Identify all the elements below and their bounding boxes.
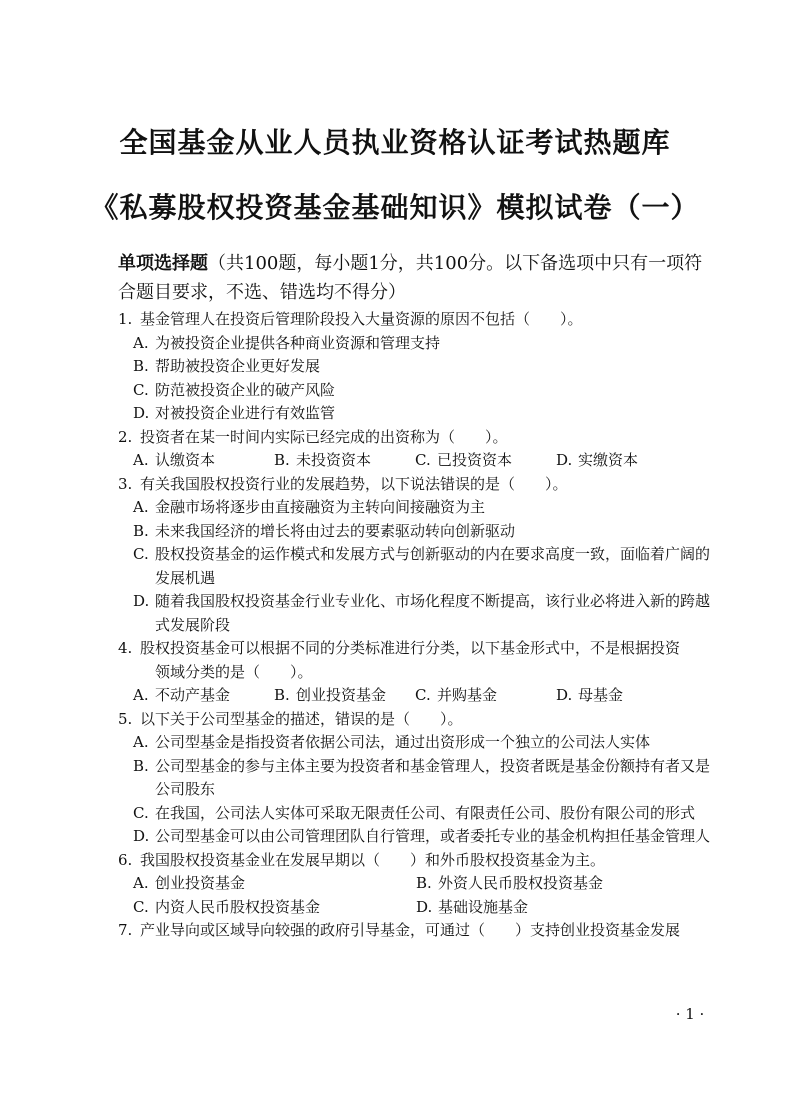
option-text: 创业投资基金 [296,686,387,704]
option-a [133,449,274,473]
option-text: 实缴资本 [578,451,639,469]
option-text: 为被投资企业提供各种商业资源和管理支持 [155,333,441,352]
option-letter: D. [416,897,433,916]
question-text: 我国股权投资基金业在发展早期以（ ）和外币股权投资基金为主。 [140,850,606,869]
option-row [118,684,718,708]
option-letter: D. [133,404,150,422]
option-a [118,332,718,356]
section-instructions [118,249,718,307]
document-title: 全国基金从业人员执业资格认证考试热题库 [119,126,671,159]
option-text: 已投资资本 [437,451,513,469]
option-letter: D. [133,827,150,845]
question-number: 7. [118,921,133,939]
option-letter: A. [133,333,149,352]
option-letter: C. [133,803,149,822]
question-text: 有关我国股权投资行业的发展趋势，以下说法错误的是（ ）。 [140,474,568,493]
option-d [118,402,718,426]
option-text: 帮助被投资企业更好发展 [155,357,321,375]
option-letter: B. [416,874,432,892]
question-number: 2. [118,427,133,446]
option-text: 公司型基金可以由公司管理团队自行管理，或者委托专业的基金机构担任基金管理人 [155,827,711,845]
option-text: 金融市场将逐步由直接融资为主转向间接融资为主 [155,498,486,516]
question-list [118,308,718,943]
question-text: 股权投资基金可以根据不同的分类标准进行分类，以下基金形式中，不是根据投资 [140,639,681,657]
option-letter: C. [415,686,431,704]
question-number: 5. [118,709,133,728]
option-letter: A. [133,451,149,469]
option-b [118,755,718,802]
question-number: 1. [118,310,133,328]
option-text: 外资人民币股权投资基金 [438,874,604,892]
option-text: 未来我国经济的增长将由过去的要素驱动转向创新驱动 [155,521,516,540]
option-letter: B. [133,357,149,375]
question-2 [118,426,718,473]
option-b [274,684,415,708]
option-text: 基础设施基金 [438,897,529,916]
option-text: 公司型基金的参与主体主要为投资者和基金管理人，投资者既是基金份额持有者又是公司股东 [155,756,711,798]
option-letter: B. [133,521,149,540]
option-letter: B. [274,451,290,469]
option-text: 母基金 [578,686,624,704]
option-d [118,825,718,849]
option-d [556,449,697,473]
option-text: 未投资资本 [296,451,372,469]
question-text: 基金管理人在投资后管理阶段投入大量资源的原因不包括（ ）。 [140,310,583,328]
option-letter: A. [133,733,149,751]
question-7 [118,919,718,943]
document-subtitle: 《私募股权投资基金基础知识》模拟试卷（一） [90,191,700,224]
option-d [416,896,699,920]
option-letter: D. [556,686,573,704]
option-text: 随着我国股权投资基金行业专业化、市场化程度不断提高，该行业必将进入新的跨越式发展阶段 [155,592,711,634]
option-c [118,802,718,826]
question-number: 4. [118,639,133,657]
option-b [118,355,718,379]
option-c [415,449,556,473]
option-text: 并购基金 [437,686,498,704]
option-letter: D. [133,592,150,610]
page-number: · 1 · [675,1005,705,1023]
option-letter: C. [133,380,149,399]
question-text: 产业导向或区域导向较强的政府引导基金，可通过（ ）支持创业投资基金发展 [140,921,681,939]
option-row [118,449,718,473]
option-a [133,684,274,708]
option-text: 不动产基金 [155,686,231,704]
option-b [118,520,718,544]
question-5 [118,708,718,849]
option-row [118,872,718,896]
section-heading: 单项选择题 [118,253,208,274]
option-letter: B. [274,686,290,704]
option-d [118,590,718,637]
option-a [118,731,718,755]
option-text: 认缴资本 [155,451,216,469]
option-letter: C. [415,451,431,469]
question-3 [118,473,718,638]
question-6 [118,849,718,920]
option-c [415,684,556,708]
option-b [274,449,415,473]
option-letter: B. [133,756,149,775]
option-c [118,543,718,590]
option-letter: A. [133,874,149,892]
option-c [118,379,718,403]
section-instructions-text: （共100题，每小题1分，共100分。以下备选项中只有一项符合题目要求，不选、错选均不得分） [118,253,703,303]
question-text: 以下关于公司型基金的描述，错误的是（ ）。 [140,709,463,728]
option-d [556,684,697,708]
option-text: 公司型基金是指投资者依据公司法，通过出资形成一个独立的公司法人实体 [155,733,651,751]
option-letter: C. [133,545,149,563]
option-a [118,496,718,520]
option-text: 创业投资基金 [155,874,246,892]
question-text-continued: 领域分类的是（ ）。 [155,662,313,681]
option-letter: C. [133,897,149,916]
option-text: 股权投资基金的运作模式和发展方式与创新驱动的内在要求高度一致，面临着广阔的发展机遇 [155,545,711,587]
question-1 [118,308,718,426]
option-text: 在我国，公司法人实体可采取无限责任公司、有限责任公司、股份有限公司的形式 [155,803,696,822]
question-4 [118,637,718,708]
option-row [118,896,718,920]
option-text: 对被投资企业进行有效监管 [155,404,336,422]
question-number: 3. [118,474,133,493]
option-a [133,872,416,896]
option-letter: D. [556,451,573,469]
question-text: 投资者在某一时间内实际已经完成的出资称为（ ）。 [140,427,508,446]
option-b [416,872,699,896]
option-letter: A. [133,686,149,704]
option-c [133,896,416,920]
option-letter: A. [133,498,149,516]
question-number: 6. [118,850,133,869]
option-text: 内资人民币股权投资基金 [155,897,321,916]
option-text: 防范被投资企业的破产风险 [155,380,336,399]
